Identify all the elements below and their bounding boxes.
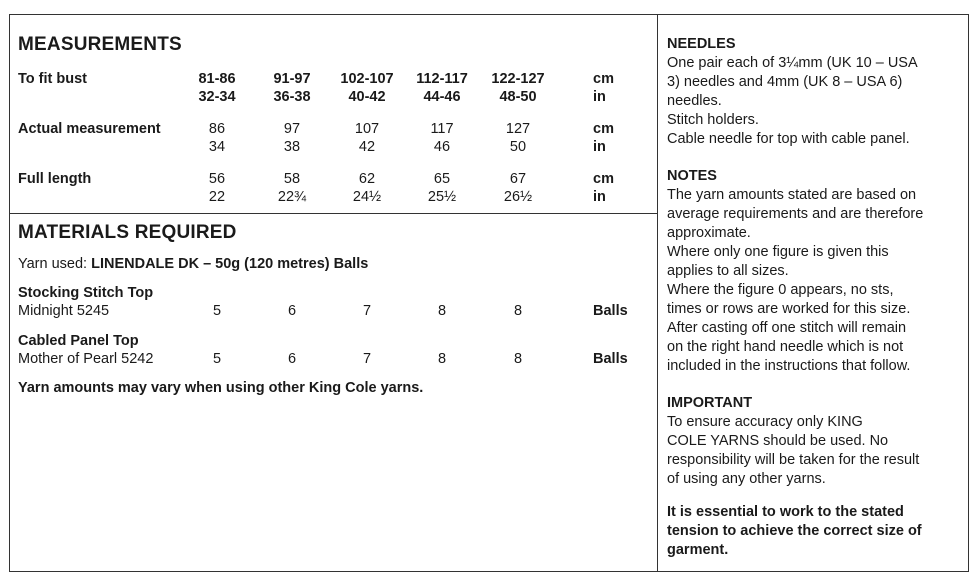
important-heading: IMPORTANT	[667, 395, 753, 411]
actual-in-4: 46	[433, 139, 451, 155]
yarn-used-value: LINENDALE DK – 50g (120 metres) Balls	[91, 256, 369, 272]
notes-line: applies to all sizes.	[667, 263, 789, 279]
cabled-panel-title: Cabled Panel Top	[18, 333, 139, 349]
bust-cm-4: 112-117	[416, 71, 468, 87]
important-line: responsibility will be taken for the result	[667, 452, 920, 468]
length-in-2: 22¾	[277, 189, 307, 205]
notes-line: on the right hand needle which is not	[667, 339, 904, 355]
column-divider	[657, 14, 658, 572]
measurements-heading: MEASUREMENTS	[18, 34, 182, 55]
to-fit-bust-label: To fit bust	[18, 71, 87, 87]
cabled-balls-3: 7	[362, 351, 372, 367]
needles-section	[667, 35, 962, 149]
notes-line: Where only one figure is given this	[667, 244, 889, 260]
unit-cm: cm	[593, 71, 614, 87]
tension-line: tension to achieve the correct size of	[667, 523, 922, 539]
needles-line: Cable needle for top with cable panel.	[667, 131, 910, 147]
notes-line: included in the instructions that follow.	[667, 358, 911, 374]
bust-in-3: 40-42	[348, 89, 386, 105]
tension-note	[667, 503, 962, 560]
actual-cm-3: 107	[354, 121, 380, 137]
unit-in: in	[593, 139, 606, 155]
unit-in: in	[593, 89, 606, 105]
actual-cm-4: 117	[430, 121, 454, 137]
unit-cm: cm	[593, 121, 614, 137]
needles-line: 3) needles and 4mm (UK 8 – USA 6)	[667, 74, 903, 90]
actual-cm-2: 97	[283, 121, 301, 137]
length-cm-5: 67	[509, 171, 527, 187]
actual-in-1: 34	[208, 139, 226, 155]
bust-cm-2: 91-97	[273, 71, 311, 87]
stocking-shade: Midnight 5245	[18, 303, 110, 319]
needles-line: One pair each of 3¼mm (UK 10 – USA	[667, 55, 918, 71]
important-section	[667, 394, 962, 489]
needles-line: Stitch holders.	[667, 112, 759, 128]
cabled-balls-4: 8	[437, 351, 447, 367]
full-length-label: Full length	[18, 171, 92, 187]
tension-line: It is essential to work to the stated	[667, 504, 904, 520]
yarn-used-line	[18, 255, 368, 273]
actual-cm-1: 86	[208, 121, 226, 137]
length-cm-2: 58	[283, 171, 301, 187]
yarn-amount-note: Yarn amounts may vary when using other King Cole yarns.	[18, 380, 424, 396]
length-in-5: 26½	[503, 189, 533, 205]
length-in-3: 24½	[352, 189, 382, 205]
cabled-balls-1: 5	[212, 351, 222, 367]
yarn-used-label: Yarn used:	[18, 256, 88, 272]
section-divider	[9, 213, 658, 214]
notes-line: After casting off one stitch will remain	[667, 320, 907, 336]
actual-measurement-label: Actual measurement	[18, 121, 161, 137]
cabled-balls-5: 8	[513, 351, 523, 367]
bust-in-2: 36-38	[273, 89, 311, 105]
stocking-balls-3: 7	[362, 303, 372, 319]
unit-in: in	[593, 189, 606, 205]
actual-in-2: 38	[283, 139, 301, 155]
stocking-stitch-title: Stocking Stitch Top	[18, 285, 154, 301]
notes-line: The yarn amounts stated are based on	[667, 187, 917, 203]
notes-line: average requirements and are therefore	[667, 206, 924, 222]
unit-cm: cm	[593, 171, 614, 187]
length-in-1: 22	[208, 189, 226, 205]
length-cm-3: 62	[358, 171, 376, 187]
cabled-balls-2: 6	[287, 351, 297, 367]
actual-cm-5: 127	[505, 121, 531, 137]
bust-cm-3: 102-107	[340, 71, 394, 87]
important-line: of using any other yarns.	[667, 471, 826, 487]
notes-section	[667, 167, 962, 376]
stocking-balls-2: 6	[287, 303, 297, 319]
notes-heading: NOTES	[667, 168, 717, 184]
bust-in-5: 48-50	[499, 89, 537, 105]
cabled-balls-unit: Balls	[593, 351, 628, 367]
notes-line: approximate.	[667, 225, 751, 241]
notes-line: times or rows are worked for this size.	[667, 301, 911, 317]
length-cm-1: 56	[208, 171, 226, 187]
bust-in-1: 32-34	[198, 89, 236, 105]
stocking-balls-1: 5	[212, 303, 222, 319]
tension-line: garment.	[667, 542, 729, 558]
important-line: To ensure accuracy only KING	[667, 414, 863, 430]
actual-in-3: 42	[358, 139, 376, 155]
materials-heading: MATERIALS REQUIRED	[18, 222, 237, 243]
needles-heading: NEEDLES	[667, 36, 736, 52]
bust-cm-1: 81-86	[198, 71, 236, 87]
stocking-balls-4: 8	[437, 303, 447, 319]
cabled-shade: Mother of Pearl 5242	[18, 351, 154, 367]
bust-in-4: 44-46	[423, 89, 461, 105]
important-line: COLE YARNS should be used. No	[667, 433, 889, 449]
notes-line: Where the figure 0 appears, no sts,	[667, 282, 894, 298]
stocking-balls-unit: Balls	[593, 303, 628, 319]
length-cm-4: 65	[433, 171, 451, 187]
needles-line: needles.	[667, 93, 722, 109]
stocking-balls-5: 8	[513, 303, 523, 319]
length-in-4: 25½	[427, 189, 457, 205]
bust-cm-5: 122-127	[491, 71, 545, 87]
actual-in-5: 50	[509, 139, 527, 155]
